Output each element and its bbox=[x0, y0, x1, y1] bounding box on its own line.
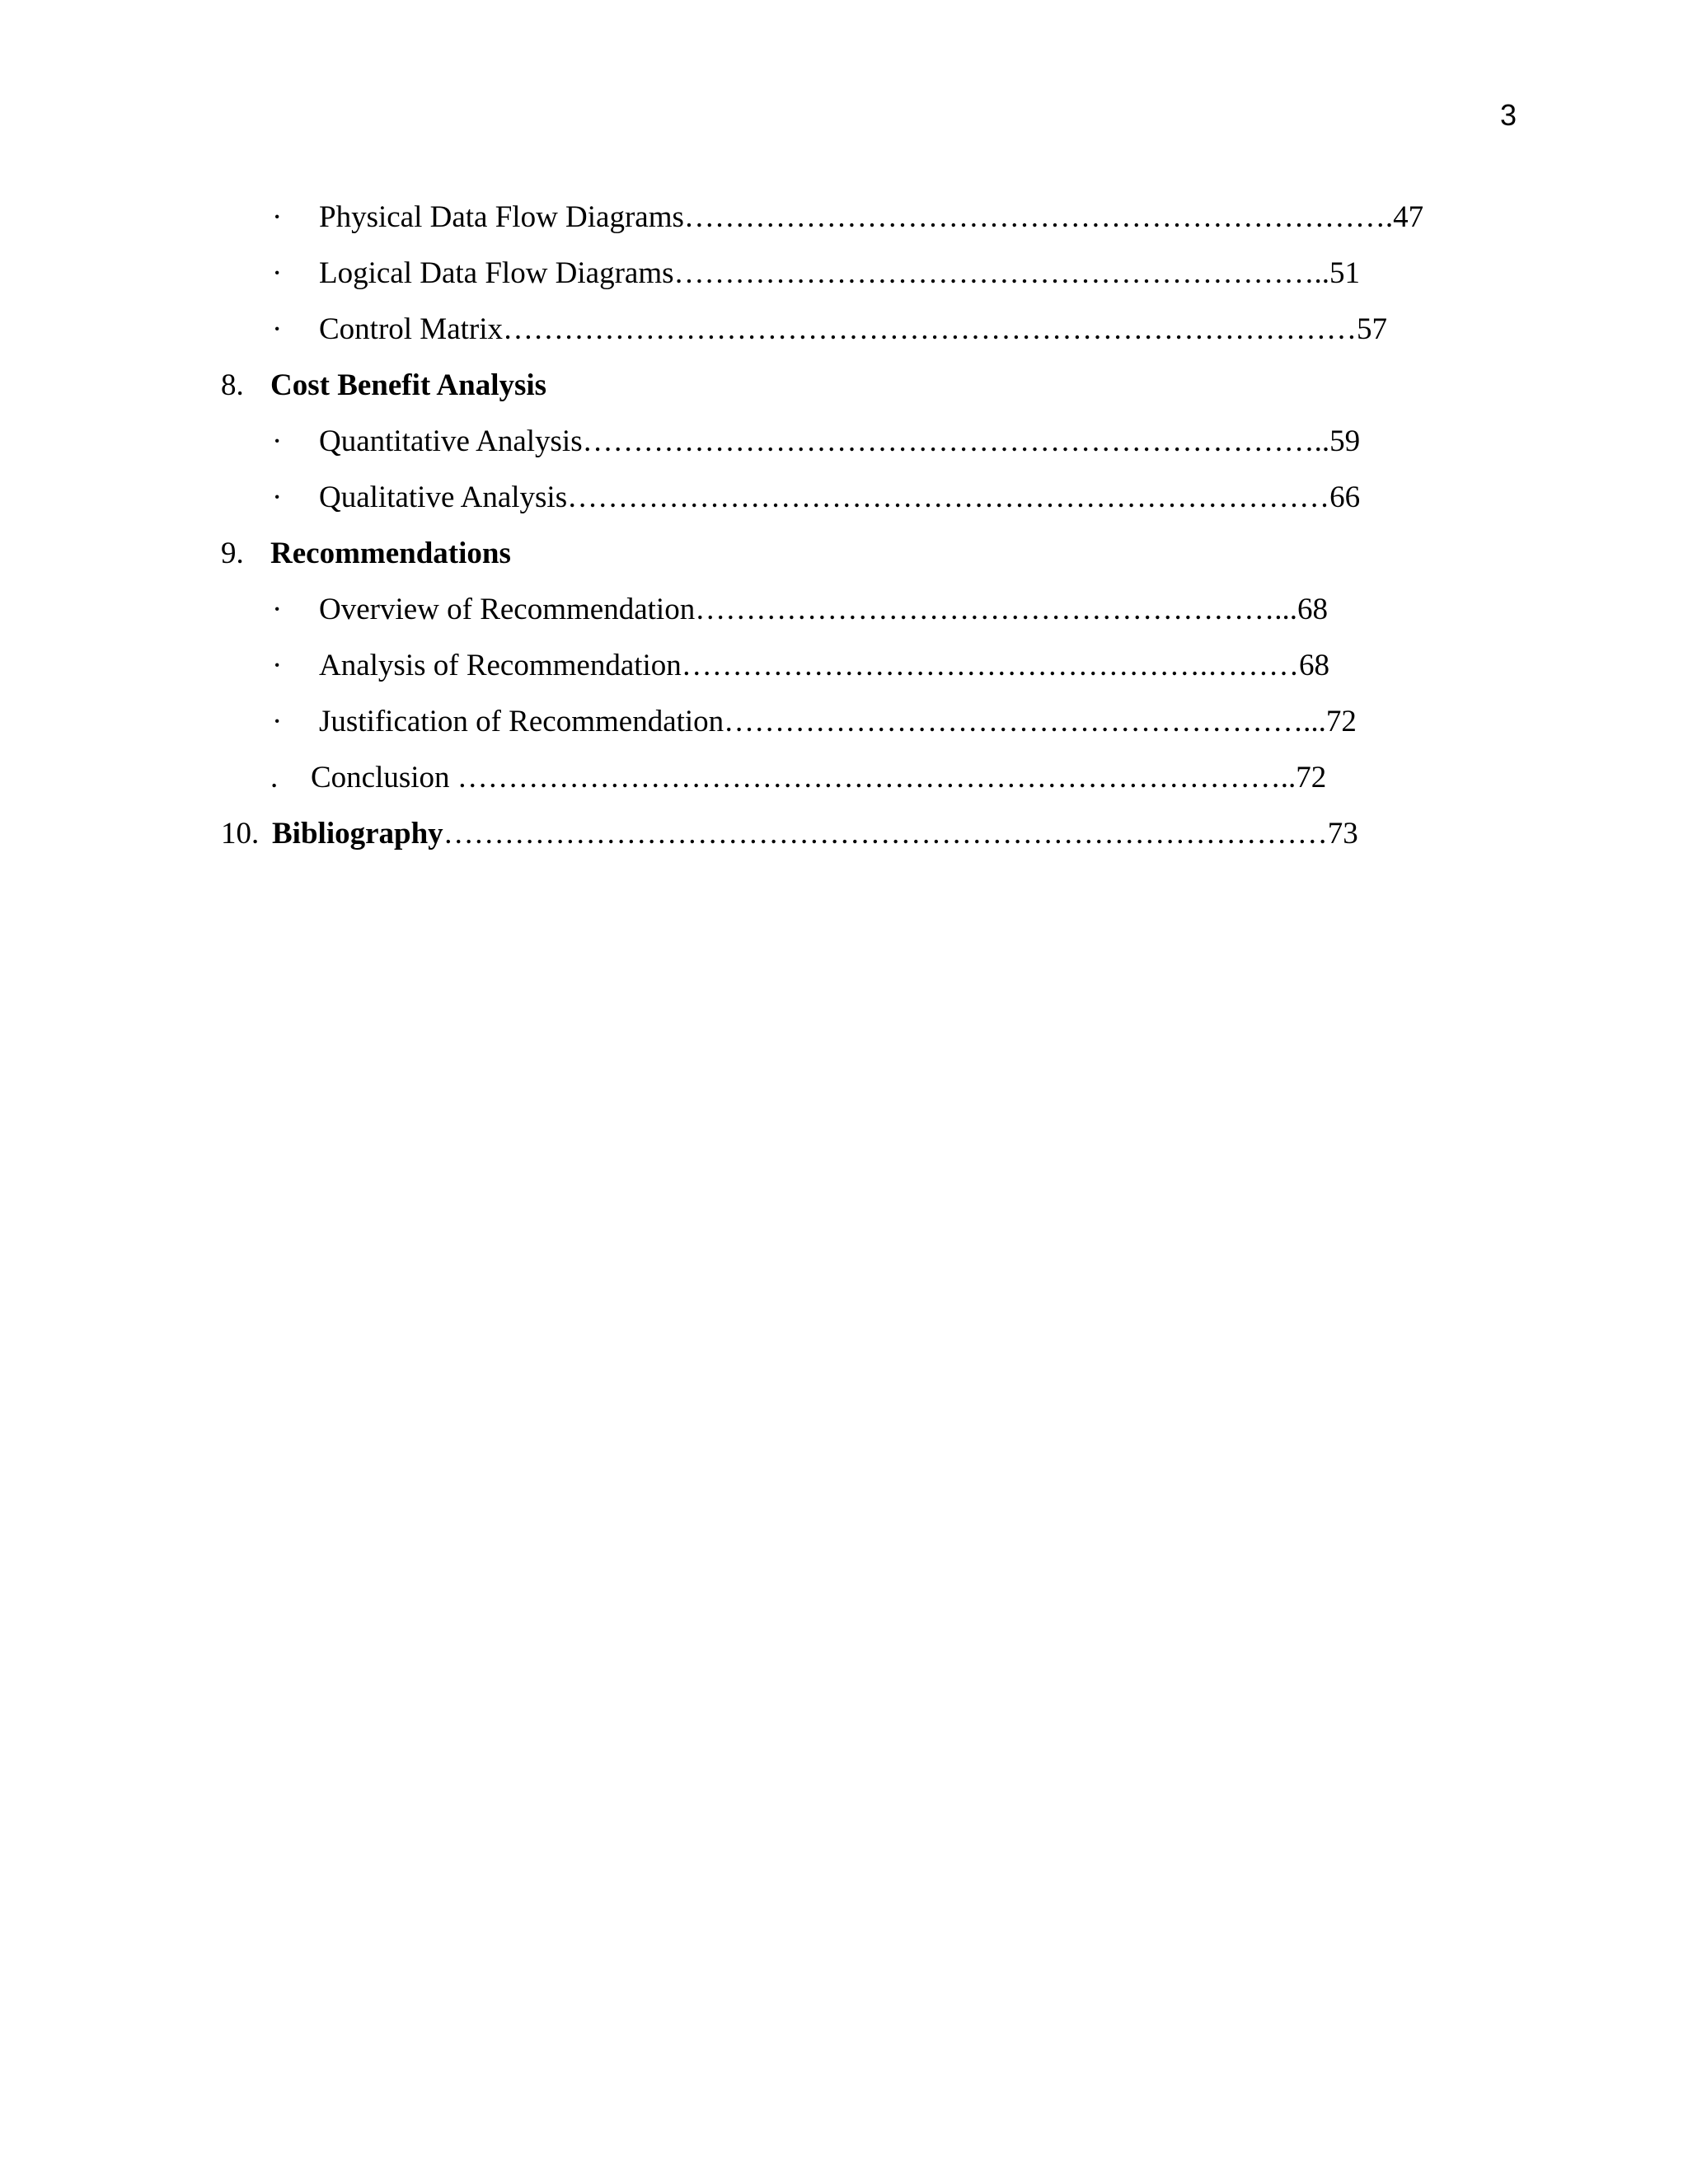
leader-dots-page: ……………………………………………………………………………73 bbox=[443, 817, 1358, 851]
toc-entry-text: Control Matrix…………………………………………………………………………57 bbox=[319, 312, 1388, 346]
section-number: 10. bbox=[221, 817, 260, 851]
section-heading: Cost Benefit Analysis bbox=[270, 368, 547, 402]
bullet-marker: . bbox=[270, 761, 279, 794]
section-heading: Recommendations bbox=[270, 537, 511, 570]
section-number: 9. bbox=[221, 537, 244, 570]
toc-entry-text: Analysis of Recommendation…………………………………………….………68 bbox=[319, 649, 1330, 682]
toc-entry-text: Quantitative Analysis………………………………………………………………..59 bbox=[319, 424, 1361, 458]
bullet-marker: · bbox=[272, 593, 283, 626]
section-number: 8. bbox=[221, 368, 244, 402]
toc-entry-text: Logical Data Flow Diagrams………………………………………………………..51 bbox=[319, 256, 1361, 290]
bullet-marker: · bbox=[272, 256, 283, 290]
toc-entry-text: Qualitative Analysis…………………………………………………………………66 bbox=[319, 480, 1361, 514]
bullet-marker: · bbox=[272, 312, 283, 346]
section-heading: Bibliography bbox=[272, 817, 443, 851]
toc-entry-text: Conclusion ………………………………………………………………………..72 bbox=[311, 761, 1327, 794]
bullet-marker: · bbox=[272, 200, 283, 234]
bullet-marker: · bbox=[272, 424, 283, 458]
bullet-marker: · bbox=[272, 480, 283, 514]
toc-entry-text: Justification of Recommendation…………………………………………………...72 bbox=[319, 705, 1357, 738]
toc-entry-text: Physical Data Flow Diagrams…………………………………………………………….47 bbox=[319, 200, 1424, 234]
bullet-marker: · bbox=[272, 705, 283, 738]
bullet-marker: · bbox=[272, 649, 283, 682]
toc-entry-line bbox=[272, 809, 1358, 859]
toc-entry-text: Overview of Recommendation…………………………………………………...68 bbox=[319, 593, 1328, 626]
page-number: 3 bbox=[1499, 98, 1517, 132]
